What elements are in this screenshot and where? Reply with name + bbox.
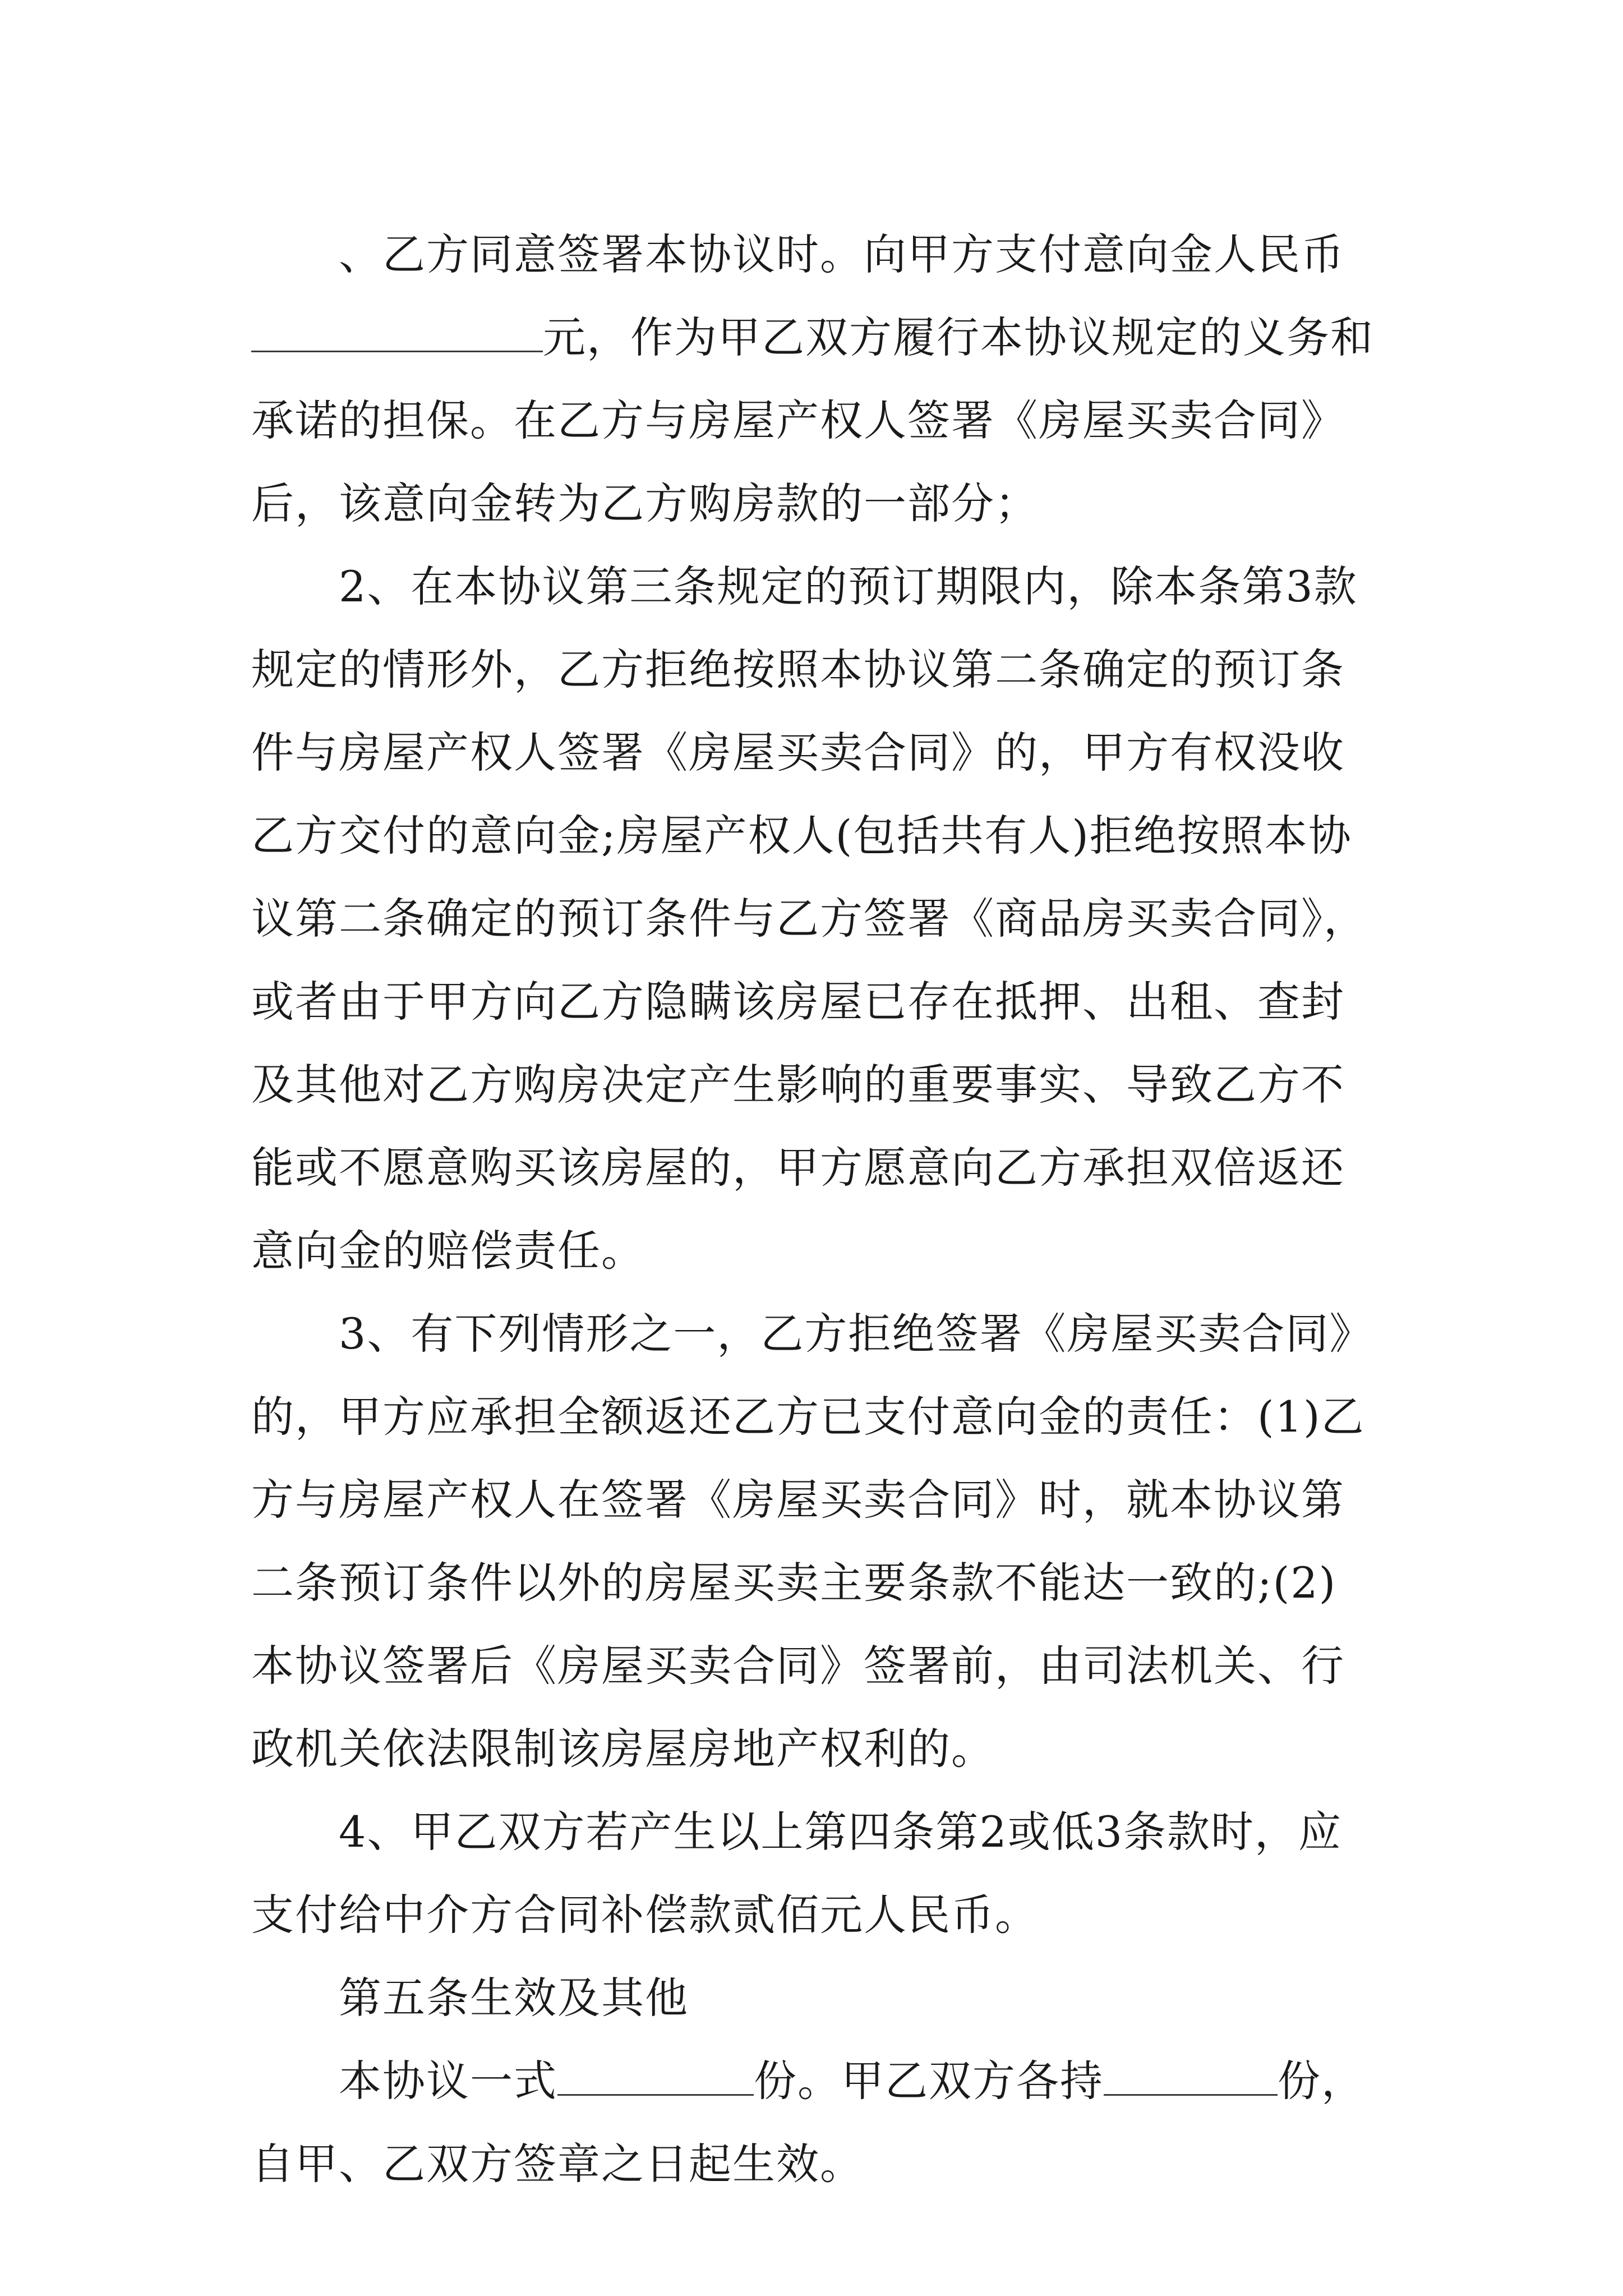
- deposit-text-end: 元，作为甲乙双方履行本协议规定的义务和承诺的担保。在乙方与房屋产权人签署《房屋买卖合同》后，该意向金转为乙方购房款的一部分；: [251, 312, 1374, 528]
- paragraph-copies: [251, 2040, 1378, 2206]
- paragraph-clause-2: 2、在本协议第三条规定的预订期限内，除本条第3款规定的情形外，乙方拒绝按照本协议第二条确定的预订条件与房屋产权人签署《房屋买卖合同》的，甲方有权没收乙方交付的意向金;房屋产权人(包括共有人)拒绝按照本协议第二条确定的预订条件与乙方签署《商品房买卖合同》，或者由于甲方向乙方隐瞒该房屋已存在抵押、出租、查封及其他对乙方购房决定产生影响的重要事实、导致乙方不能或不愿意购买该房屋的，甲方愿意向乙方承担双倍返还意向金的赔偿责任。: [251, 562, 1367, 1276]
- deposit-amount-blank: [251, 315, 543, 352]
- paragraph-clause-4: 4、甲乙双方若产生以上第四条第2或低3条款时，应支付给中介方合同补偿款贰佰元人民币。: [251, 1807, 1343, 1940]
- copies-text-end: 份，自甲、乙双方签章之日起生效。: [251, 2056, 1365, 2189]
- copies-text-start: 本协议一式: [339, 2056, 557, 2106]
- copies-text-middle: 份。甲乙双方各持: [754, 2056, 1104, 2106]
- section-heading-5: 第五条生效及其他: [339, 1973, 689, 2023]
- copies-total-blank: [557, 2058, 754, 2096]
- paragraph-deposit: [251, 213, 1378, 545]
- document-body: [251, 213, 1378, 2206]
- paragraph-clause-3: 3、有下列情形之一，乙方拒绝签署《房屋买卖合同》的，甲方应承担全额返还乙方已支付意向金的责任：(1)乙方与房屋产权人在签署《房屋买卖合同》时，就本协议第二条预订条件以外的房屋买卖主要条款不能达一致的;(2)本协议签署后《房屋买卖合同》签署前，由司法机关、行政机关依法限制该房屋房地产权利的。: [251, 1309, 1373, 1774]
- deposit-text-start: 、乙方同意签署本协议时。向甲方支付意向金人民币: [339, 229, 1345, 279]
- copies-each-blank: [1104, 2058, 1278, 2096]
